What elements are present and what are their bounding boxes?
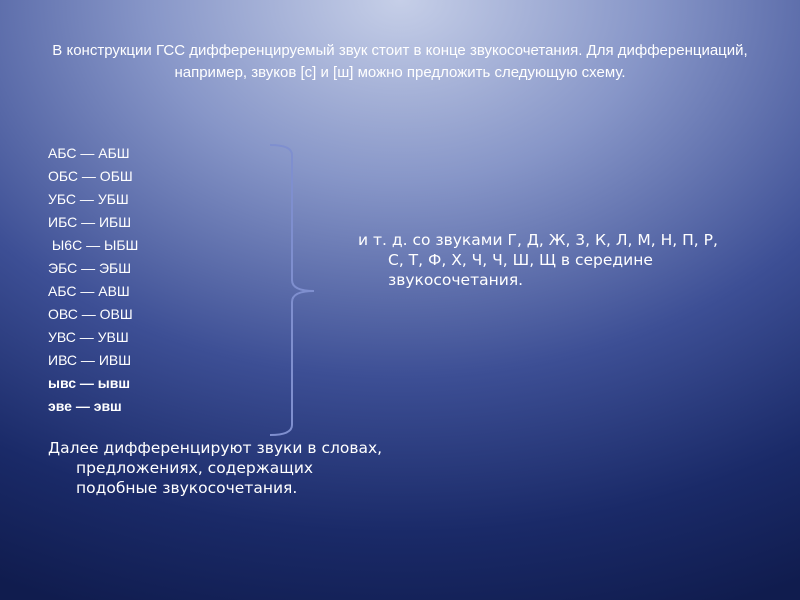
sound-pairs-list [48,142,278,418]
list-item: ЭБС — ЭБШ [48,260,132,276]
list-item: Ы6С — ЫБШ [48,237,139,253]
list-item: АБС — АБШ [48,145,130,161]
side-note: и т. д. со звуками Г, Д, Ж, 3, К, Л, М, Н, П, Р, С, Т, Ф, Х, Ч, Ч, Ш, Щ в середине звукосочетания. [358,231,718,289]
list-item: ОВС — ОВШ [48,306,133,322]
bottom-note: Далее дифференцируют звуки в словах, предложениях, содержащих подобные звукосочетания. [48,439,383,497]
slide-title: В конструкции ГСС дифференцируемый звук стоит в конце звукосочетания. Для дифференциаций, например, звуков [с] и [ш] можно предложить следующую схему. [52,42,748,81]
brace-path [270,145,314,435]
list-item: УВС — УВШ [48,329,129,345]
list-item: УБС — УБШ [48,191,129,207]
list-item: эве — эвш [48,398,122,414]
list-item: ИБС — ИБШ [48,214,132,230]
list-item: ИВС — ИВШ [48,352,132,368]
list-item: АБС — АВШ [48,283,130,299]
right-curly-brace [262,140,322,440]
list-item: ОБС — ОБШ [48,168,133,184]
list-item: ывс — ывш [48,375,131,391]
